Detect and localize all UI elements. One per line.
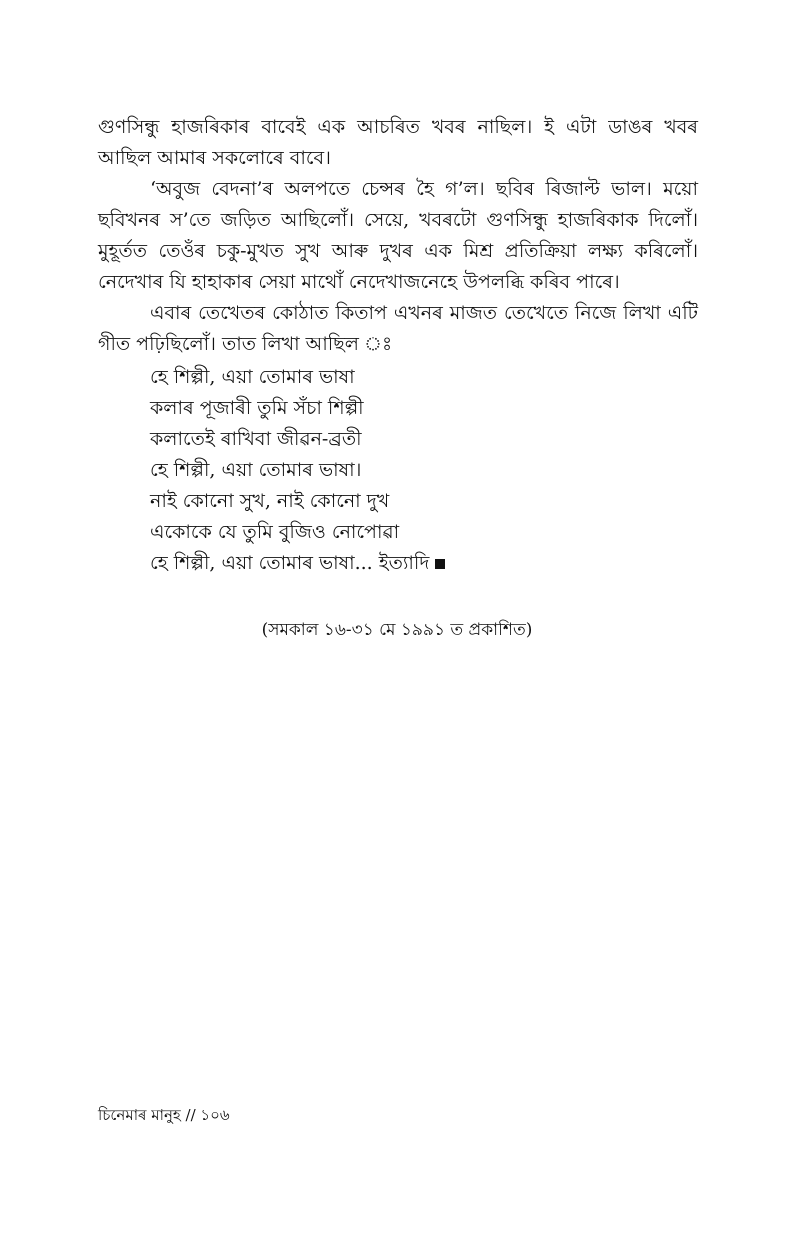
verse-line-1: হে শিল্পী, এয়া তোমাৰ ভাষা [150,366,355,388]
verse-line-7-wrap [150,548,698,579]
verse-line-6: একোকে যে তুমি বুজিও নোপোৱা [150,521,400,543]
verse-line-2: কলাৰ পূজাৰী তুমি সঁচা শিল্পী [150,397,364,419]
article-body [98,112,698,579]
verse-line-7: হে শিল্পী, এয়া তোমাৰ ভাষা... ইত্যাদি [150,552,430,574]
verse-line-3: কলাতেই ৰাখিবা জীৱন-ব্ৰতী [150,428,362,450]
page-footer: চিনেমাৰ মানুহ // ১০৬ [98,1106,230,1124]
end-of-article-square-icon [435,559,445,569]
publication-note: (সমকাল ১৬-৩১ মে ১৯৯১ ত প্ৰকাশিত) [261,620,533,640]
paragraph-3: এবাৰ তেখেতৰ কোঠাত কিতাপ এখনৰ মাজত তেখেতে নিজে লিখা এটি গীত পঢ়িছিলোঁ। তাত লিখা আছিল ঃ [98,302,698,355]
verse-line-5: নাই কোনো সুখ, নাই কোনো দুখ [150,490,390,512]
song-verse [98,362,698,579]
paragraph-2: ‘অবুজ বেদনা’ৰ অলপতে চেন্সৰ হৈ গ’ল। ছবিৰ ৰিজাল্ট ভাল। ময়ো ছবিখনৰ স’তে জড়িত আছিলোঁ। সেয়ে, খবৰটো গুণসিন্ধু হাজৰিকাক দিলোঁ। মুহূৰ্তত তেওঁৰ চকু-মুখত সুখ আৰু দুখৰ এক মিশ্ৰ প্ৰতিক্ৰিয়া লক্ষ্য কৰিলোঁ। নেদেখাৰ যি হাহাকাৰ সেয়া মাথোঁ নেদেখাজনেহে উপলব্ধি কৰিব পাৰে। [98,178,698,293]
paragraph-1: গুণসিন্ধু হাজৰিকাৰ বাবেই এক আচৰিত খবৰ নাছিল। ই এটা ডাঙৰ খবৰ আছিল আমাৰ সকলোৰে বাবে। [98,116,698,169]
verse-line-4: হে শিল্পী, এয়া তোমাৰ ভাষা। [150,459,362,481]
